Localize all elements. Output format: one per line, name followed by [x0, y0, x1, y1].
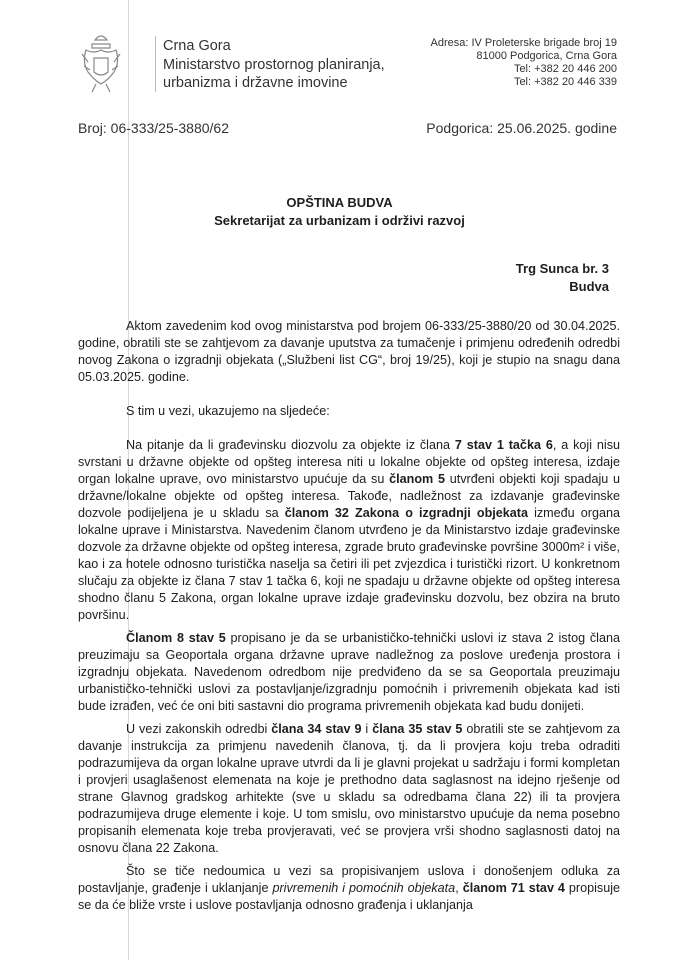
- recipient-department: Sekretarijat za urbanizam i održivi razvoj: [214, 213, 465, 228]
- paragraph-text: obratili ste se zahtjevom za davanje instrukcija za primjenu navedenih članova, tj. da li provjera koju treba odraditi podrazumijeva da organ lokalne uprave utvrdi da li je glavni projekat u sadržaju i formi kompletan i provjeri usaglašenost elemenata na koje je prethodno data saglasnost na idejno rješenje od strane Glavnog gradskog arhitekte (sve u skladu sa odredbama člana 22) ili ta provjera podrazumijeva druge elemente i koje. U tom smislu, ovo ministarstvo upućuje da nema posebno propisanih elemenata koje treba provjeravati, već se provjera vrši shodno saglasnosti datoj na osnovu člana 22 Zakona.: [78, 722, 621, 855]
- bold-text: članom 71 stav 4: [462, 881, 565, 895]
- body-paragraph: [78, 318, 620, 386]
- paragraph-text: ,: [455, 881, 463, 895]
- body-paragraph: [78, 403, 620, 420]
- italic-text: privremenih i pomoćnih objekata: [272, 881, 456, 895]
- address-line: Adresa: IV Proleterske brigade broj 19: [430, 37, 617, 49]
- header-divider: [155, 36, 156, 92]
- body-paragraph: [78, 630, 620, 715]
- paragraph-text: U vezi zakonskih odredbi: [126, 722, 272, 736]
- org-line: urbanizma i državne imovine: [163, 75, 348, 91]
- bold-text: člana 34 stav 9: [271, 722, 362, 736]
- coat-of-arms-logo: [80, 32, 122, 94]
- recipient-address: [516, 260, 609, 296]
- paragraph-text: između organa lokalne uprave i Ministarstva. Navedenim članom utvrđeno je da Ministarstvo izdaje građevinske dozvole za državne objekte od opšteg interesa, zgrade bruto građevinske površine 3000m² i više, kao i za hotele odnosno turistička naselja sa četiri ili pet zvjezdica i turistički rizort. U konkretnom slučaju za objekte iz člana 7 stav 1 tačka 6, koji ne spadaju u državne objekte od opšteg interesa shodno članu 5 Zakona, organ lokalne uprave izdaje građevinsku dozvolu, bez obzira na bruto površinu.: [78, 506, 620, 622]
- street: Trg Sunca br. 3: [515, 261, 609, 276]
- recipient-name: OPŠTINA BUDVA: [286, 195, 393, 210]
- ministry-name: [163, 37, 385, 93]
- city: Budva: [569, 279, 609, 294]
- paragraph-text: Na pitanje da li građevinsku diozvolu za objekte iz člana: [126, 438, 455, 452]
- bold-text: članom 5: [389, 472, 445, 486]
- paragraph-text: , a koji nisu svrstani u državne objekte od opšteg interesa niti u lokalne objekte od opšteg interesa, izdaje organ lokalne uprave, ovo ministarstvo upućuje da su: [78, 438, 620, 486]
- paragraph-text: propisano je da se urbanističko-tehnički uslovi iz stava 2 istog člana preuzimaju sa Geoportala organa državne uprave nadležnog za poslove uređenja prostora i izgradnju objekata. Navedenom odredbom nije predviđeno da se sa Geoportala preuzimaju urbanističko-tehnički uslovi za postavljanje/izgradnju pomoćnih i privremenih objekata kad isti bude izrađen, već će oni biti sastavni dio programa privremenih objekata kad budu donijeti.: [78, 631, 620, 713]
- bold-text: članom 32 Zakona o izgradnji objekata: [284, 506, 528, 520]
- body-paragraph: [78, 863, 620, 914]
- paragraph-text: S tim u vezi, ukazujemo na sljedeće:: [126, 404, 330, 418]
- paragraph-text: Aktom zavedenim kod ovog ministarstva pod brojem 06-333/25-3880/20 od 30.04.2025. godine, obratili ste se zahtjevom za davanje uputstva za tumačenje i primjenu određenih odredbi novog Zakona o izgradnji objekata („Službeni list CG“, broj 19/25), koji je stupio na snagu dana 05.03.2025. godine.: [78, 319, 620, 384]
- recipient: [0, 194, 679, 230]
- body-paragraph: [78, 437, 620, 624]
- org-line: Ministarstvo prostornog planiranja,: [163, 56, 385, 73]
- bold-text: Članom 8 stav 5: [126, 631, 226, 645]
- address-line: Tel: +382 20 446 200: [513, 63, 617, 75]
- reference-number: Broj: 06-333/25-3880/62: [78, 120, 229, 136]
- body-paragraph: [78, 721, 620, 857]
- document-date: Podgorica: 25.06.2025. godine: [426, 120, 617, 136]
- org-line: Crna Gora: [163, 38, 231, 54]
- paragraph-text: i: [361, 722, 373, 736]
- paragraph-text: utvrđeni objekti koji spadaju u državne/lokalne objekte od opšteg interesa. Takođe, nadležnost za izdavanje građevinske dozvole podijeljena je u skladu sa: [78, 472, 621, 520]
- address-line: 81000 Podgorica, Crna Gora: [476, 50, 617, 62]
- paragraph-text: propisuje se da će bliže vrste i uslove postavljanja odnosno građenja i uklanjanja: [78, 881, 621, 912]
- bold-text: 7 stav 1 tačka 6: [454, 438, 553, 452]
- letter-body: [78, 318, 620, 920]
- ministry-address: [431, 37, 618, 89]
- bold-text: člana 35 stav 5: [372, 722, 463, 736]
- paragraph-text: Što se tiče nedoumica u vezi sa propisivanjem uslova i donošenjem odluka za postavljanje, građenje i uklanjanje: [78, 864, 620, 895]
- address-line: Tel: +382 20 446 339: [513, 76, 617, 88]
